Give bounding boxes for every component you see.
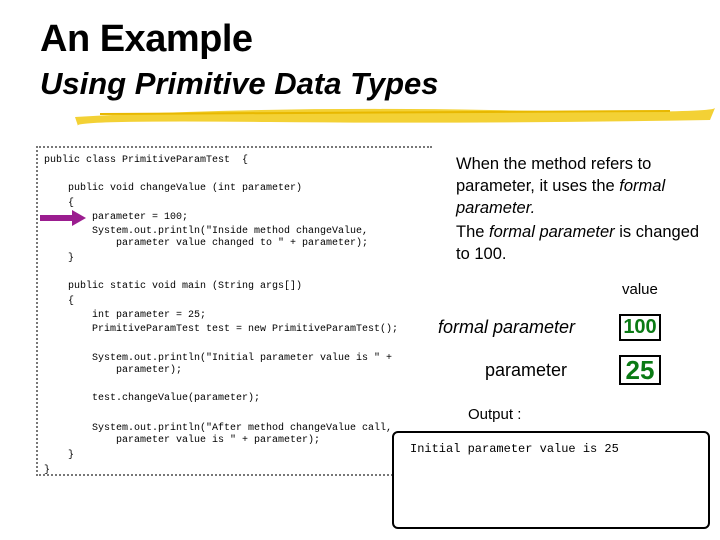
code-line: test.changeValue(parameter); bbox=[92, 393, 261, 404]
explanation-em-1: formal parameter. bbox=[456, 177, 666, 217]
slide-subtitle: Using Primitive Data Types bbox=[40, 66, 439, 101]
pointer-arrow-icon bbox=[38, 209, 88, 227]
code-line: System.out.println("Inside method changeValue, bbox=[92, 226, 369, 237]
formal-parameter-label: formal parameter bbox=[438, 317, 576, 337]
code-line: { bbox=[68, 296, 75, 307]
slide-title: An Example bbox=[40, 18, 253, 60]
code-line: public void changeValue (int parameter) bbox=[68, 183, 303, 194]
code-line: parameter); bbox=[116, 365, 183, 376]
code-line: parameter value changed to " + parameter); bbox=[116, 238, 369, 249]
explanation-para-2: The formal parameter is changed to 100. bbox=[456, 223, 700, 263]
code-line: } bbox=[44, 465, 51, 476]
explanation-para-1: When the method refers to parameter, it uses the formal parameter. bbox=[456, 155, 666, 217]
code-panel bbox=[36, 146, 432, 476]
code-line: } bbox=[68, 253, 75, 264]
value-column-header: value bbox=[622, 281, 658, 298]
code-line: System.out.println("After method changeValue call, bbox=[92, 423, 393, 434]
code-assignment: parameter = 100; bbox=[92, 212, 189, 223]
code-line-highlighted bbox=[92, 212, 188, 224]
code-line: System.out.println("Initial parameter value is " + bbox=[92, 353, 393, 364]
code-line: PrimitiveParamTest test = new PrimitiveParamTest(); bbox=[92, 324, 399, 335]
code-line: } bbox=[68, 450, 75, 461]
output-line: Initial parameter value is 25 bbox=[410, 442, 619, 456]
code-line: parameter value is " + parameter); bbox=[116, 435, 321, 446]
output-console bbox=[392, 431, 710, 529]
explanation-em-2: formal parameter bbox=[489, 223, 615, 241]
code-line: { bbox=[68, 198, 75, 209]
parameter-label: parameter bbox=[485, 360, 568, 380]
highlight-brush-stroke bbox=[70, 102, 720, 128]
parameter-value-box: 25 bbox=[619, 355, 661, 385]
code-line: int parameter = 25; bbox=[92, 310, 207, 321]
output-label: Output : bbox=[468, 406, 522, 423]
formal-parameter-value-box: 100 bbox=[619, 314, 661, 341]
code-line: public class PrimitiveParamTest { bbox=[44, 155, 249, 166]
code-line: public static void main (String args[]) bbox=[68, 281, 303, 292]
explanation-text bbox=[456, 153, 706, 265]
